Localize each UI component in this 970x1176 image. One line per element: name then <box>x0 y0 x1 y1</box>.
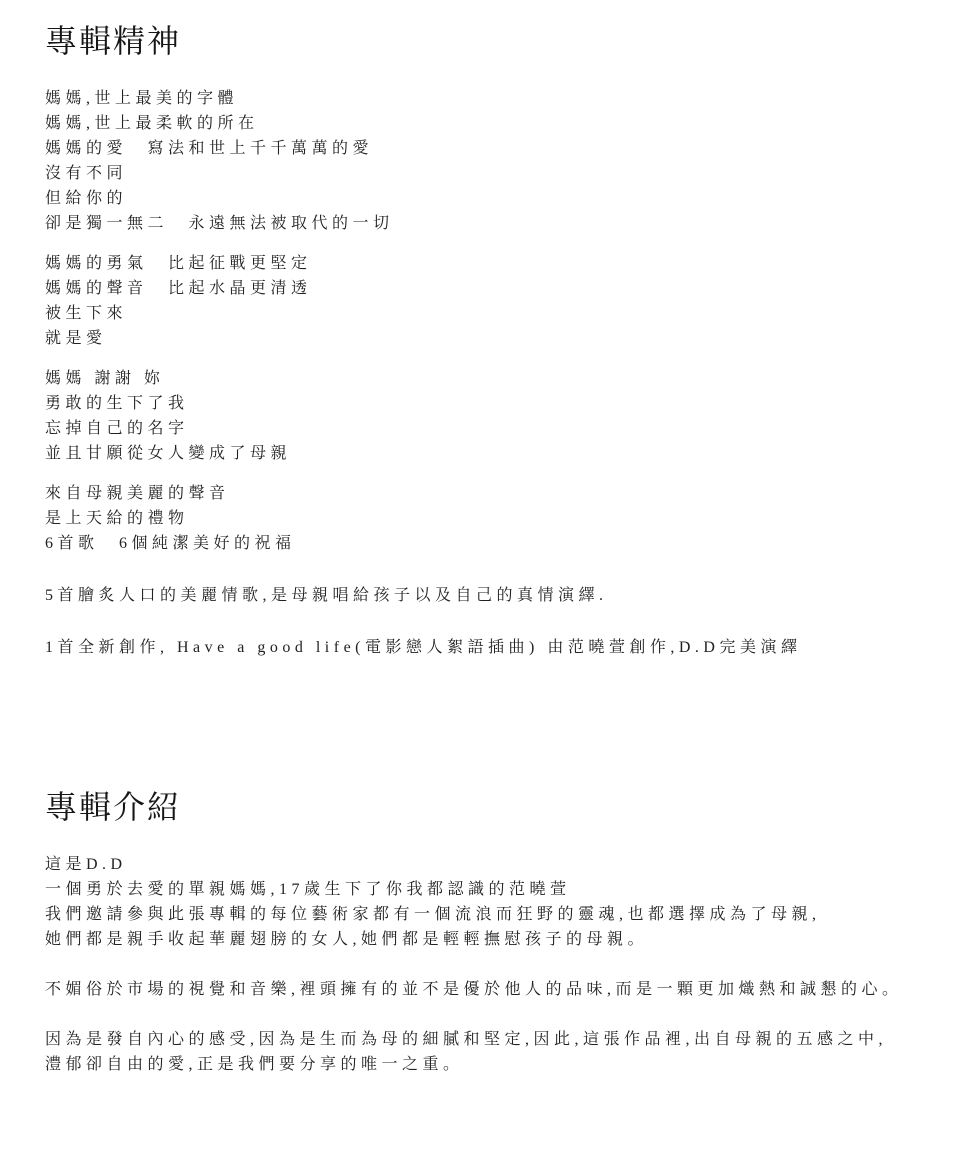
paragraph <box>45 366 940 466</box>
paragraph <box>45 86 940 236</box>
text-line: 媽媽,世上最柔軟的所在 <box>45 115 259 132</box>
text-line: 我們邀請參與此張專輯的每位藝術家都有一個流浪而狂野的靈魂,也都選擇成為了母親, <box>45 906 821 923</box>
text-line: 媽媽,世上最美的字體 <box>45 90 239 107</box>
text-line: 就是愛 <box>45 330 107 347</box>
text-line: 沒有不同 <box>45 165 128 182</box>
text-line: 來自母親美麗的聲音 <box>45 485 230 502</box>
text-line: 她們都是親手收起華麗翅膀的女人,她們都是輕輕撫慰孩子的母親。 <box>45 931 649 948</box>
paragraph <box>45 583 940 608</box>
text-line: 並且甘願從女人變成了母親 <box>45 445 292 462</box>
text-line: 但給你的 <box>45 190 128 207</box>
text-line: 這是D.D <box>45 856 127 873</box>
text-line: 5首膾炙人口的美麗情歌,是母親唱給孩子以及自己的真情演繹. <box>45 587 608 604</box>
text-line: 澧郁卻自由的愛,正是我們要分享的唯一之重。 <box>45 1056 464 1073</box>
text-line: 媽媽的聲音 比起水晶更清透 <box>45 280 312 297</box>
text-line: 卻是獨一無二 永遠無法被取代的一切 <box>45 215 394 232</box>
text-line: 勇敢的生下了我 <box>45 395 189 412</box>
paragraph <box>45 481 940 556</box>
text-line: 因為是發自內心的感受,因為是生而為母的細膩和堅定,因此,這張作品裡,出自母親的五感之中, <box>45 1031 888 1048</box>
text-line: 不媚俗於市場的視覺和音樂,裡頭擁有的並不是優於他人的品味,而是一顆更加熾熱和誠懇的心。 <box>45 981 903 998</box>
text-line: 媽媽 謝謝 妳 <box>45 370 165 387</box>
text-line: 一個勇於去愛的單親媽媽,17歲生下了你我都認識的范曉萱 <box>45 881 571 898</box>
section-heading-album-spirit: 專輯精神 <box>45 23 182 59</box>
paragraph <box>45 977 940 1002</box>
text-line: 媽媽的愛 寫法和世上千千萬萬的愛 <box>45 140 374 157</box>
text-line: 被生下來 <box>45 305 128 322</box>
text-line: 1首全新創作, Have a good life(電影戀人絮語插曲) 由范曉萱創作,D.D完美演繹 <box>45 639 802 656</box>
section-heading-album-intro: 專輯介紹 <box>45 789 182 825</box>
text-line: 媽媽的勇氣 比起征戰更堅定 <box>45 255 312 272</box>
section-album-spirit <box>45 22 940 660</box>
text-line: 忘掉自己的名字 <box>45 420 189 437</box>
paragraph <box>45 1027 940 1077</box>
text-line: 6首歌 6個純潔美好的祝福 <box>45 535 296 552</box>
text-line: 是上天給的禮物 <box>45 510 189 527</box>
section-album-intro <box>45 788 940 1077</box>
paragraph <box>45 251 940 351</box>
paragraph <box>45 852 940 952</box>
paragraph <box>45 635 940 660</box>
